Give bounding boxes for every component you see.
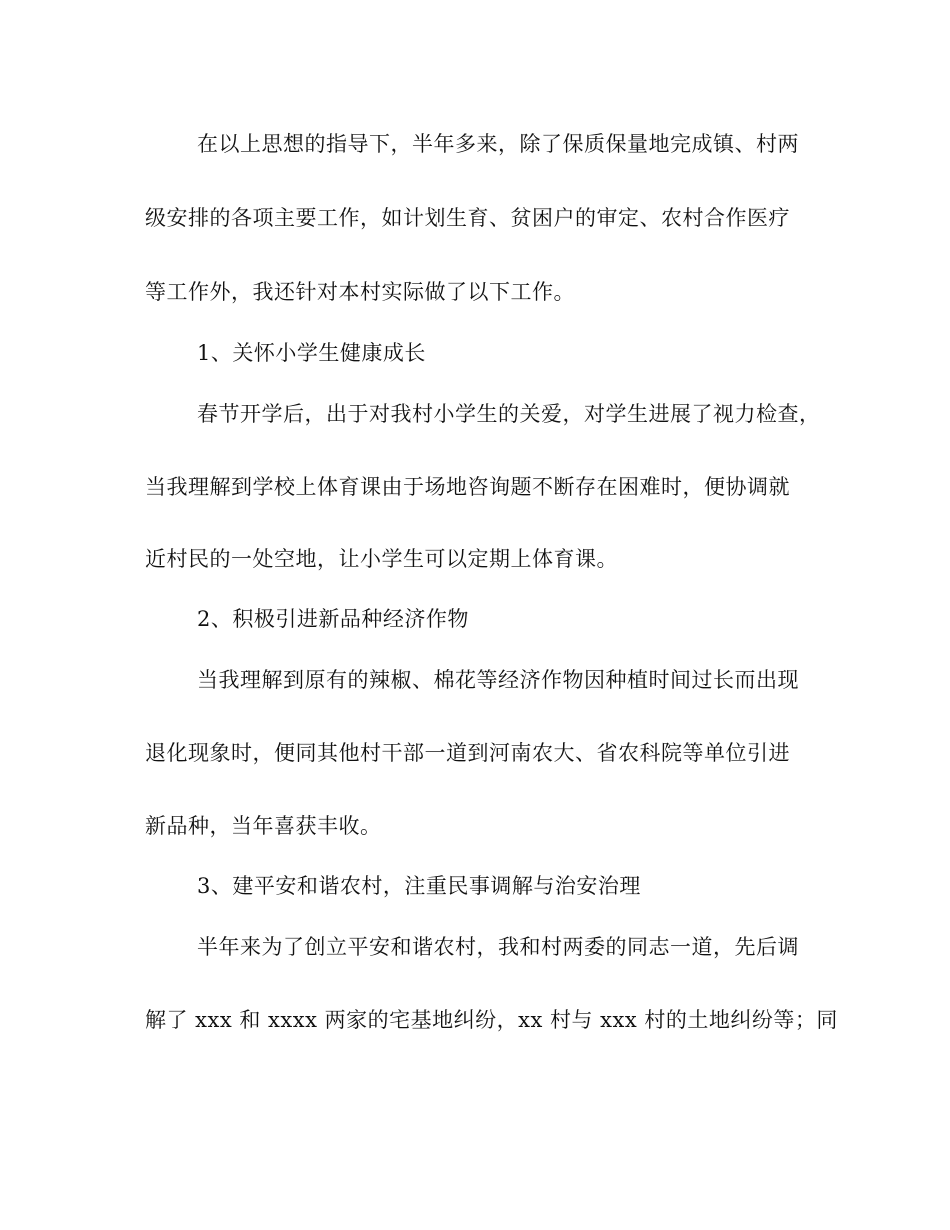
paragraph-line: 等工作外，我还针对本村实际做了以下工作。 [145, 280, 575, 304]
paragraph-line: 近村民的一处空地，让小学生可以定期上体育课。 [145, 547, 618, 571]
paragraph-line: 当我理解到原有的辣椒、棉花等经济作物因种植时间过长而出现 [197, 668, 799, 692]
section-heading: 2、积极引进新品种经济作物 [197, 607, 469, 631]
paragraph-line: 新品种，当年喜获丰收。 [145, 814, 382, 838]
paragraph-line: 半年来为了创立平安和谐农村，我和村两委的同志一道，先后调 [197, 935, 799, 959]
paragraph-line: 春节开学后，出于对我村小学生的关爱，对学生进展了视力检查， [197, 402, 821, 426]
section-heading: 3、建平安和谐农村，注重民事调解与治安治理 [197, 874, 641, 898]
paragraph-line: 退化现象时，便同其他村干部一道到河南农大、省农科院等单位引进 [145, 741, 790, 765]
paragraph-line: 当我理解到学校上体育课由于场地咨询题不断存在困难时，便协调就 [145, 475, 790, 499]
paragraph-line: 在以上思想的指导下，半年多来，除了保质保量地完成镇、村两 [197, 132, 799, 156]
paragraph-line: 级安排的各项主要工作，如计划生育、贫困户的审定、农村合作医疗 [145, 206, 790, 230]
paragraph-line: 解了 xxx 和 xxxx 两家的宅基地纠纷，xx 村与 xxx 村的土地纠纷等；同 [145, 1008, 838, 1032]
section-heading: 1、关怀小学生健康成长 [197, 341, 426, 365]
